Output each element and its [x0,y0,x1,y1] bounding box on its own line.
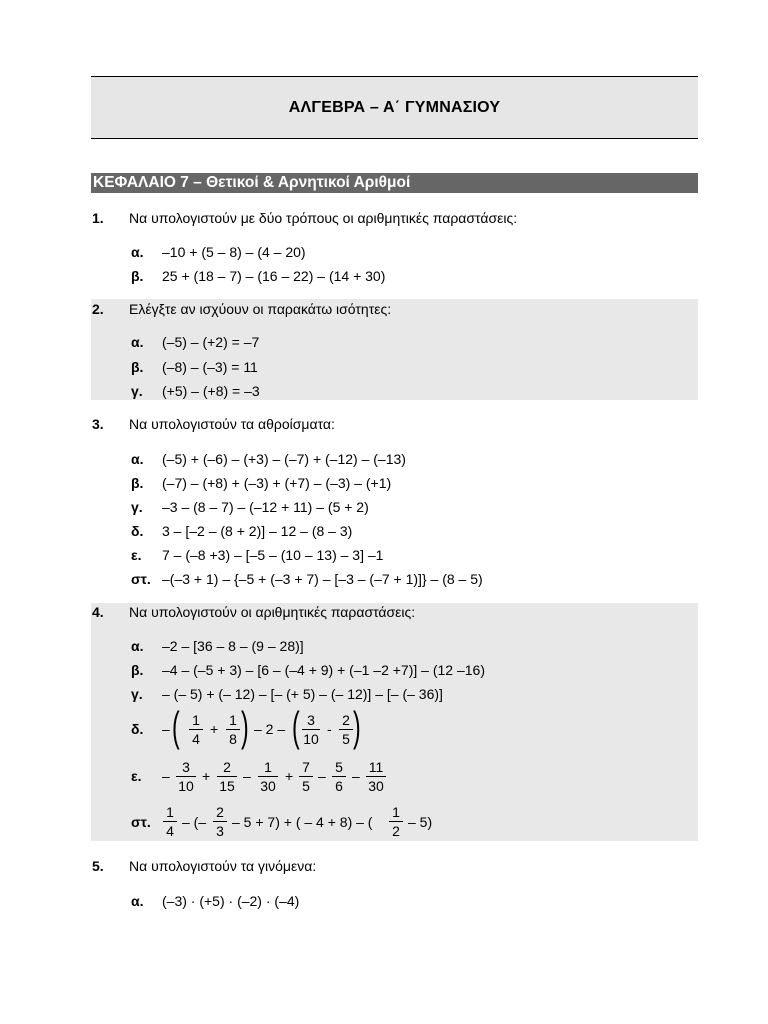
fraction-denominator: 4 [166,823,174,839]
left-parenthesis: ( [292,703,300,750]
fraction [226,713,240,747]
exercise-number: 1. [92,210,104,226]
fraction-numerator: 2 [223,759,231,775]
operator: + [210,721,219,737]
fraction-denominator: 30 [368,778,384,794]
fraction-denominator: 5 [302,778,310,794]
fraction-numerator: 1 [192,712,200,728]
fraction-numerator: 1 [264,759,272,775]
item-label: στ. [131,814,151,830]
item-label: β. [131,359,144,375]
left-parenthesis: ( [172,703,180,750]
operator: - [327,721,332,737]
fraction-denominator: 15 [219,778,235,794]
fraction [339,713,353,747]
item-label: γ. [131,499,143,515]
fraction-bar [332,776,346,777]
fraction-denominator: 10 [303,731,319,747]
fraction-bar [163,821,177,822]
item-expression: 25 + (18 – 7) – (16 – 22) – (14 + 30) [162,268,386,284]
exercise-prompt: Να υπολογιστούν τα αθροίσματα: [129,416,335,432]
exercise-number: 3. [92,416,104,432]
fraction-bar [226,729,240,730]
fraction [217,760,237,794]
item-expression: –3 – (8 – 7) – (–12 + 11) – (5 + 2) [162,499,369,515]
fraction [389,805,403,839]
item-label: α. [131,451,144,467]
page-title: ΑΛΓΕΒΡΑ – Α΄ ΓΥΜΝΑΣΙΟΥ [91,76,698,139]
operator: + [285,768,294,784]
fraction-denominator: 6 [335,778,343,794]
fraction-numerator: 1 [166,804,174,820]
operator: – 5 + 7) + ( – 4 + 8) – ( [232,814,373,830]
item-expression: (+5) – (+8) = –3 [162,383,260,399]
item-label: στ. [131,571,151,587]
exercise-prompt: Να υπολογιστούν τα γινόμενα: [129,858,317,874]
item-label: γ. [131,383,143,399]
exercise-number: 4. [92,604,104,620]
item-label: δ. [131,721,144,737]
fraction-denominator: 5 [342,731,350,747]
fraction-numerator: 5 [335,759,343,775]
fraction-denominator: 30 [260,778,276,794]
item-label: β. [131,662,144,678]
fraction [163,805,177,839]
fraction [176,760,196,794]
item-expression: (–5) + (–6) – (+3) – (–7) + (–12) – (–13) [162,451,406,467]
item-expression: 7 – (–8 +3) – [–5 – (10 – 13) – 3] –1 [162,547,384,563]
leading-minus: – [162,721,170,737]
fraction-bar [299,776,313,777]
exercise-prompt: Ελέγξτε αν ισχύουν οι παρακάτω ισότητες: [129,301,392,317]
item-expression: –4 – (–5 + 3) – [6 – (–4 + 9) + (–1 –2 +7)] – (12 –16) [162,662,485,678]
item-label: β. [131,268,144,284]
item-expression: –10 + (5 – 8) – (4 – 20) [162,244,306,260]
item-expression: –(–3 + 1) – {–5 + (–3 + 7) – [–3 – (–7 + 1)]} – (8 – 5) [162,571,483,587]
fraction-numerator: 1 [392,804,400,820]
fraction-bar [176,776,196,777]
operator: – 2 – [254,721,286,737]
fraction-bar [213,821,227,822]
fraction-numerator: 1 [229,712,237,728]
fraction-numerator: 2 [216,804,224,820]
fraction-numerator: 2 [342,712,350,728]
item-expression: (–5) – (+2) = –7 [162,334,260,350]
chapter-heading: ΚΕΦΑΛΑΙΟ 7 – Θετικοί & Αρνητικοί Αριθμοί [91,173,698,193]
fraction-denominator: 3 [216,823,224,839]
item-expression: (–8) – (–3) = 11 [162,359,258,375]
right-parenthesis: ) [241,703,249,750]
fraction-bar [258,776,278,777]
fraction-bar [217,776,237,777]
operator: + [202,768,211,784]
fraction [332,760,346,794]
fraction-numerator: 7 [302,759,310,775]
fraction [189,713,203,747]
fraction-denominator: 4 [192,731,200,747]
fraction-bar [366,776,386,777]
fraction [258,760,278,794]
item-label: δ. [131,523,144,539]
fraction [366,760,386,794]
item-label: ε. [131,547,142,563]
fraction-denominator: 8 [229,731,237,747]
exercise-prompt: Να υπολογιστούν οι αριθμητικές παραστάσεις: [129,604,416,620]
operator: – [243,768,251,784]
right-parenthesis: ) [353,703,361,750]
exercise-number: 2. [92,301,104,317]
fraction-bar [189,729,203,730]
fraction-numerator: 3 [307,712,315,728]
operator: – [352,768,360,784]
fraction [302,713,320,747]
fraction [213,805,227,839]
item-label: α. [131,893,144,909]
item-expression: (–7) – (+8) + (–3) + (+7) – (–3) – (+1) [162,475,392,491]
item-label: α. [131,334,144,350]
item-label: β. [131,475,144,491]
fraction [299,760,313,794]
operator: – (– [182,814,207,830]
fraction-bar [302,729,320,730]
item-expression: (–3) · (+5) · (–2) · (–4) [162,893,300,909]
item-label: γ. [131,686,143,702]
item-label: α. [131,638,144,654]
item-label: ε. [131,768,142,784]
leading-minus: – [162,768,170,784]
exercise-prompt: Να υπολογιστούν με δύο τρόπους οι αριθμητικές παραστάσεις: [129,210,518,226]
fraction-bar [389,821,403,822]
fraction-numerator: 11 [368,759,384,775]
fraction-denominator: 2 [392,823,400,839]
exercise-number: 5. [92,858,104,874]
item-expression: – (– 5) + (– 12) – [– (+ 5) – (– 12)] – [– (– 36)] [162,686,443,702]
item-expression: 3 – [–2 – (8 + 2)] – 12 – (8 – 3) [162,523,353,539]
fraction-bar [339,729,353,730]
operator: – [318,768,326,784]
operator: – 5) [408,814,433,830]
fraction-numerator: 3 [182,759,190,775]
item-label: α. [131,244,144,260]
item-expression: –2 – [36 – 8 – (9 – 28)] [162,638,304,654]
fraction-denominator: 10 [178,778,194,794]
